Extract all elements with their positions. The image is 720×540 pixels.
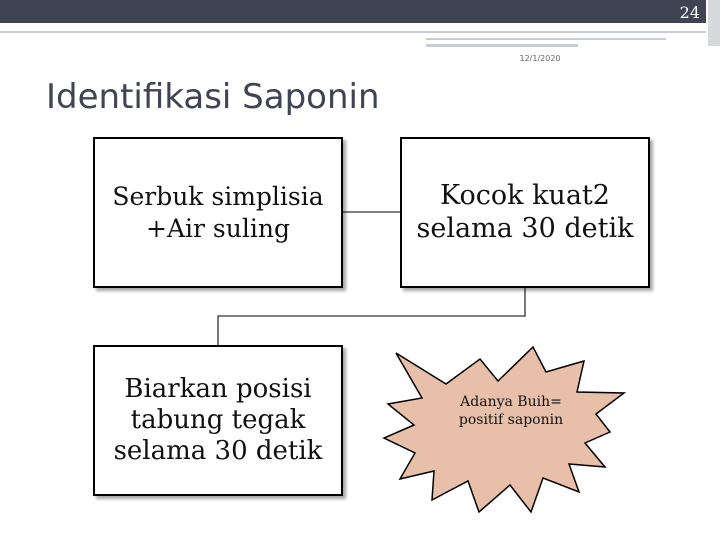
step3-text: Biarkan posisi tabung tegak selama 30 detik [113, 373, 323, 467]
step1-box [93, 137, 343, 288]
slide-date: 12/1/2020 [519, 54, 561, 63]
page-number: 24 [679, 3, 700, 22]
step3-box [93, 345, 343, 496]
step2-box [400, 137, 650, 288]
step1-text: Serbuk simplisia +Air suling [112, 182, 324, 243]
slide-title: Identifikasi Saponin [46, 77, 380, 117]
result-text: Adanya Buih= positif saponin [458, 394, 564, 429]
connector-step2-step3 [218, 288, 525, 345]
step2-text: Kocok kuat2 selama 30 detik [416, 180, 634, 244]
result-starburst [380, 340, 640, 520]
